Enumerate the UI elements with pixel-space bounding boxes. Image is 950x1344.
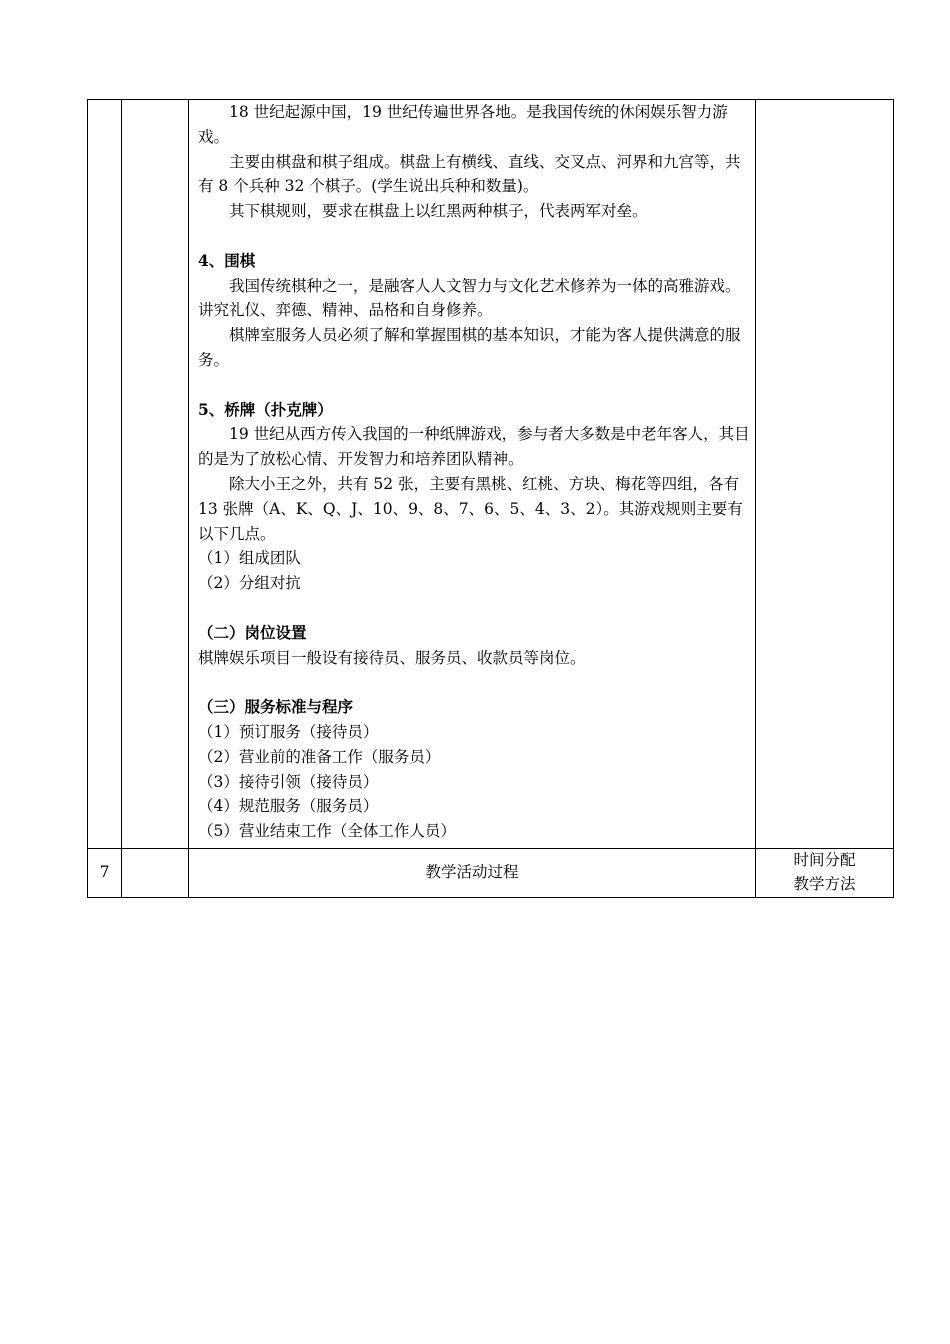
content-cell (198, 100, 754, 844)
column-line-3 (188, 99, 189, 898)
go-heading: 4、围棋 (198, 250, 256, 270)
service-item-5: （5）营业结束工作（全体工作人员） (198, 822, 456, 841)
column-line-4 (755, 99, 756, 898)
xiangqi-paragraph-1: 18 世纪起源中国，19 世纪传遍世界各地。是我国传统的休闲娱乐智力游戏。 (198, 103, 728, 146)
column-line-2 (121, 99, 122, 898)
service-item-2: （2）营业前的准备工作（服务员） (198, 747, 441, 766)
positions-text: 棋牌娱乐项目一般设有接待员、服务员、收款员等岗位。 (198, 648, 586, 667)
bridge-item-1: （1）组成团队 (198, 549, 301, 568)
spacer (198, 596, 754, 621)
bridge-item-2: （2）分组对抗 (198, 574, 301, 593)
row-title: 教学活动过程 (425, 863, 519, 881)
spacer (198, 670, 754, 695)
bridge-paragraph-2: 除大小王之外，共有 52 张，主要有黑桃、红桃、方块、梅花等四组，各有 13 张牌（A、K、Q、J、10、9、8、7、6、5、4、3、2）。其游戏规则主要有以下几点。 (198, 474, 743, 543)
table-bottom-border (87, 897, 894, 898)
bridge-heading: 5、桥牌（扑克牌） (198, 399, 333, 419)
bridge-paragraph-1: 19 世纪从西方传入我国的一种纸牌游戏，参与者大多数是中老年客人，其目的是为了放松心情、开发智力和培养团队精神。 (198, 425, 750, 469)
xiangqi-paragraph-2: 主要由棋盘和棋子组成。棋盘上有横线、直线、交叉点、河界和九宫等，共有 8 个兵种 32 个棋子。(学生说出兵种和数量)。 (198, 152, 741, 196)
spacer (198, 373, 754, 398)
column-line-1 (87, 99, 88, 898)
row-number: 7 (99, 863, 110, 881)
go-paragraph-2: 棋牌室服务人员必须了解和掌握围棋的基本知识，才能为客人提供满意的服务。 (198, 326, 741, 369)
go-paragraph-1: 我国传统棋种之一，是融客人人文智力与文化艺术修养为一体的高雅游戏。讲究礼仪、弈德、精神、品格和自身修养。 (198, 276, 741, 320)
service-item-1: （1）预订服务（接待员） (198, 722, 379, 741)
positions-heading: （二）岗位设置 (198, 622, 307, 642)
xiangqi-paragraph-3: 其下棋规则，要求在棋盘上以红黑两种棋子，代表两军对垒。 (229, 202, 648, 221)
teaching-method-label: 教学方法 (793, 875, 856, 893)
service-item-3: （3）接待引领（接待员） (198, 772, 379, 791)
time-allocation-label: 时间分配 (793, 851, 856, 869)
service-item-4: （4）规范服务（服务员） (198, 797, 379, 816)
spacer (198, 224, 754, 249)
service-heading: （三）服务标准与程序 (198, 697, 354, 717)
column-line-5 (893, 99, 894, 898)
